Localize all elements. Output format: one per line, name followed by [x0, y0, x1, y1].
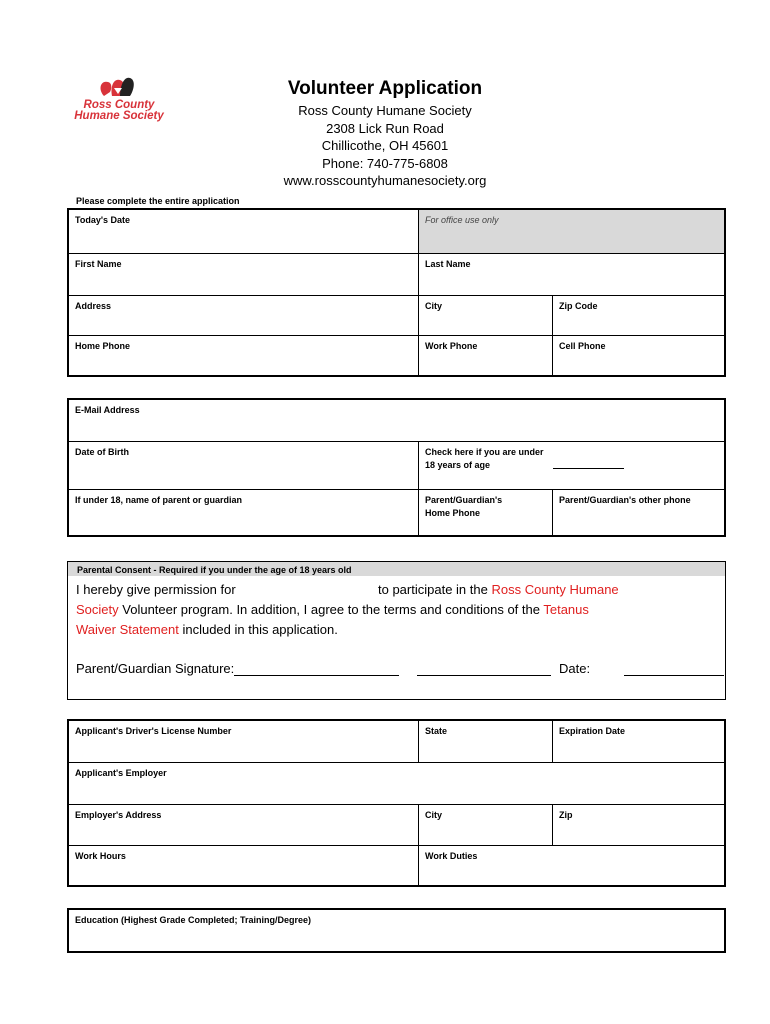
todays-date-field[interactable] [69, 210, 418, 253]
consent-line3 [76, 620, 338, 640]
todays-date-label: Today's Date [75, 215, 130, 225]
under-18-label-line2: 18 years of age [425, 460, 491, 470]
org-website: www.rosscountyhumanesociety.org [283, 173, 487, 188]
date-line[interactable] [624, 675, 724, 676]
consent-participate-text: to participate in the [378, 582, 488, 597]
dob-label: Date of Birth [75, 447, 129, 457]
employer-city-field[interactable] [419, 805, 552, 845]
consent-tetanus-link-1[interactable]: Tetanus [543, 602, 589, 617]
employer-label: Applicant's Employer [75, 768, 167, 778]
work-duties-field[interactable] [419, 846, 724, 887]
parent-other-phone-field[interactable] [553, 490, 724, 537]
first-name-label: First Name [75, 259, 122, 269]
license-expiration-label: Expiration Date [559, 726, 626, 736]
parent-name-label: If under 18, name of parent or guardian [75, 495, 243, 505]
parent-name-field[interactable] [69, 490, 418, 537]
org-city: Chillicothe, OH 45601 [321, 138, 449, 153]
logo-line1: Ross County [83, 99, 155, 111]
consent-org-name-2: Society [76, 602, 119, 617]
parental-consent-section [67, 561, 726, 700]
dob-field[interactable] [69, 442, 418, 489]
license-expiration-field[interactable] [553, 721, 724, 762]
license-state-field[interactable] [419, 721, 552, 762]
consent-program-text: Volunteer program. In addition, I agree to the terms and conditions of the [122, 602, 540, 617]
cat-dog-logo-icon [74, 74, 164, 100]
work-hours-label: Work Hours [75, 851, 126, 861]
consent-included-text: included in this application. [182, 622, 338, 637]
signature-label: Parent/Guardian Signature: [76, 661, 235, 676]
signature-line-2[interactable] [417, 675, 551, 676]
consent-org-name-1: Ross County Humane [491, 582, 619, 597]
parent-other-phone-label: Parent/Guardian's other phone [559, 495, 691, 505]
applicant-info-section [67, 208, 726, 377]
email-field[interactable] [69, 400, 724, 441]
zip-code-label: Zip Code [559, 301, 598, 311]
address-field[interactable] [69, 296, 418, 335]
education-label: Education (Highest Grade Completed; Training/Degree) [75, 915, 312, 925]
work-hours-field[interactable] [69, 846, 418, 887]
work-phone-label: Work Phone [425, 341, 478, 351]
last-name-field[interactable] [419, 254, 724, 295]
employer-zip-label: Zip [559, 810, 573, 820]
contact-section [67, 398, 726, 537]
employer-city-label: City [425, 810, 443, 820]
employer-zip-field[interactable] [553, 805, 724, 845]
office-use-label: For office use only [425, 215, 499, 225]
consent-header: Parental Consent - Required if you under the age of 18 years old [77, 565, 352, 575]
cell-phone-field[interactable] [553, 336, 724, 377]
letterhead [200, 76, 570, 190]
license-number-field[interactable] [69, 721, 418, 762]
consent-tetanus-link-2[interactable]: Waiver Statement [76, 622, 179, 637]
home-phone-label: Home Phone [75, 341, 131, 351]
instructions-text: Please complete the entire application [76, 196, 240, 206]
logo [74, 74, 164, 124]
zip-code-field[interactable] [553, 296, 724, 335]
under-18-check-line[interactable] [553, 468, 624, 469]
education-field[interactable] [69, 910, 724, 951]
logo-line2: Humane Society [74, 110, 164, 122]
parent-home-phone-field[interactable] [419, 490, 552, 537]
employer-address-label: Employer's Address [75, 810, 162, 820]
employer-field[interactable] [69, 763, 724, 804]
consent-line2 [76, 600, 589, 620]
page-title: Volunteer Application [287, 78, 483, 99]
city-label: City [425, 301, 443, 311]
under-18-checkbox-cell[interactable] [419, 442, 724, 489]
cell-phone-label: Cell Phone [559, 341, 606, 351]
parent-home-phone-label-line2: Home Phone [425, 508, 481, 518]
work-phone-field[interactable] [419, 336, 552, 377]
email-label: E-Mail Address [75, 405, 140, 415]
city-field[interactable] [419, 296, 552, 335]
org-name: Ross County Humane Society [298, 103, 472, 118]
license-number-label: Applicant's Driver's License Number [75, 726, 232, 736]
license-state-label: State [425, 726, 448, 736]
employer-address-field[interactable] [69, 805, 418, 845]
last-name-label: Last Name [425, 259, 471, 269]
under-18-label-line1: Check here if you are under [425, 447, 544, 457]
consent-line1-b [378, 580, 619, 600]
employment-section [67, 719, 726, 887]
consent-line1-a: I hereby give permission for [76, 582, 236, 597]
signature-line[interactable] [234, 675, 399, 676]
org-street: 2308 Lick Run Road [326, 120, 444, 136]
parent-home-phone-label-line1: Parent/Guardian's [425, 495, 503, 505]
home-phone-field[interactable] [69, 336, 418, 377]
education-section [67, 908, 726, 953]
date-label: Date: [559, 661, 591, 676]
work-duties-label: Work Duties [425, 851, 478, 861]
address-label: Address [75, 301, 112, 311]
first-name-field[interactable] [69, 254, 418, 295]
org-phone: Phone: 740-775-6808 [322, 155, 448, 171]
